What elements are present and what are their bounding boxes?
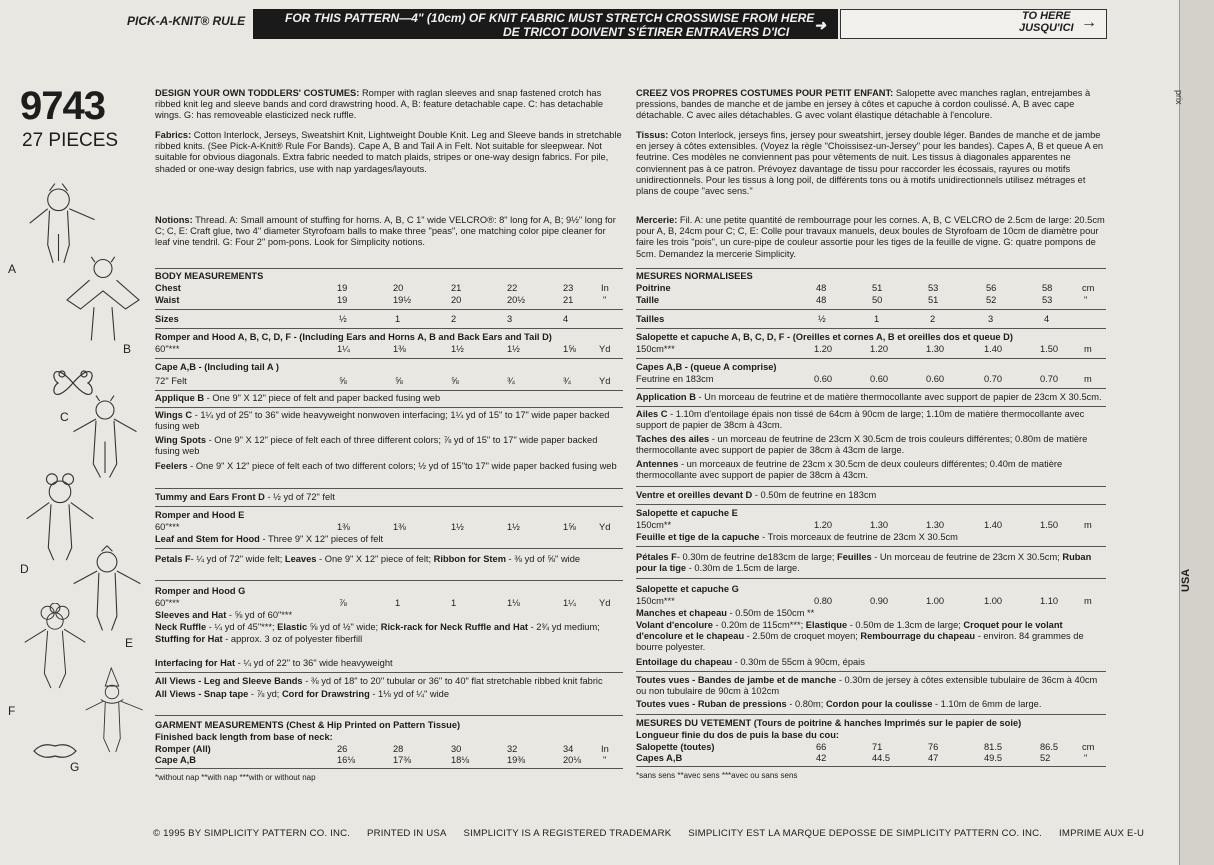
feelers-line: Feelers - One 9" X 12" piece of felt each of two different colors; ½ yd of 15"to 17" wide paper backed fusing web	[155, 461, 617, 471]
view-b-illustration	[58, 255, 148, 345]
view-label-d: D	[20, 562, 29, 576]
ailes-line: Ailes C - 1.10m d'entoilage épais non tissé de 64cm à 90cm de large; 1.10m de matière thermocollante avec support de papier de 38cm à 43cm.	[636, 409, 1085, 431]
applique-line: Applique B - One 9" X 12" piece of felt and paper backed fusing web	[155, 393, 441, 403]
antennes-line: Antennes - un morceaux de feutrine de 23cm x 30.5cm de deux couleurs différentes; 0.40m de matière thermocollante avec support de papier de 38cm à 43cm.	[636, 459, 1063, 481]
creez-paragraph: CREEZ VOS PROPRES COSTUMES POUR PETIT ENFANT: Salopette avec manches raglan, entrejambes à pressions, bandes de manche et de jambe en jersey à côtes et capuche à cordon coulissé. A, B avec cape détachable. C avec ailes détachables. G avec volant élastique détachable à l'encolure.	[636, 88, 1091, 121]
cape-label: Cape A,B - (Including tail A )	[155, 362, 279, 372]
entoilage-line: Entoilage du chapeau - 0.30m de 55cm à 90cm, épais	[636, 657, 865, 667]
mercerie-paragraph: Mercerie: Fil. A: une petite quantité de rembourrage pour les cornes. A, B, C VELCRO de 2.5cm de large: 20.5cm pour A, B, 24cm pour C; C, E: Colle pour travaux manuels, deux boules de Styrofoam de 10cm de diamètre pour faire les trois "pois", un cure-pipe de couleur assortie pour les tiges de la feuille de vigne. G: quatre pompons de 5cm. Demandez la mercerie Simplicity.	[636, 215, 1105, 259]
capes-length-row: Capes A,B 42 44.5 47 49.5 52 "	[636, 753, 1088, 763]
salopette-g-row: 150cm*** 0.80 0.90 1.00 1.00 1.10 m	[636, 596, 1092, 606]
sens-footnote: *sans sens **avec sens ***avec ou sans sens	[636, 771, 798, 780]
tissus-paragraph: Tissus: Coton Interlock, jerseys fins, jersey pour sweatshirt, jersey double léger. Bandes de manche et de jambe en jersey à côtes extensibles. (Voyez la règle "Choissisez-un-Jersey" pour les bandes). Capes A, B et queue A en feutrine. Ces modèles ne conviennent pas pour vêtements de nuit. Les tissus à diagonales apparentes ne conviennent pas à ce patron. Prévoyez davantage de tissu pour raccorder les écossais, rayures ou motifs unidirectionnels. Pour les tissus à long poil, de différents tons ou à motifs unidirectionnels utilisez métrages et plans de coupe "avec sens."	[636, 130, 1104, 197]
view-label-b: B	[123, 342, 132, 356]
view-c-illustration	[60, 392, 150, 482]
trademark-text: SIMPLICITY IS A REGISTERED TRADEMARK	[463, 828, 672, 839]
stretch-line-en: FOR THIS PATTERN—4" (10cm) OF KNIT FABRIC MUST STRETCH CROSSWISE FROM HERE	[285, 11, 815, 25]
arrow-right-icon: →	[1081, 14, 1097, 31]
capes-label: Capes A,B - (queue A comprise)	[636, 362, 777, 372]
salopette-g-label: Salopette et capuche G	[636, 584, 739, 594]
waist-row: Waist 19 19½ 20 20½ 21 "	[155, 295, 607, 305]
tailles-row: Tailles ½ 1 2 3 4	[636, 314, 1050, 324]
cape-row: 72" Felt ⅝ ⅝ ⅝ ¾ ¾ Yd	[155, 376, 611, 386]
all-views-bands-line: All Views - Leg and Sleeve Bands - ⅜ yd of 18" to 20" tubular or 36" to 40" flat stretchable ribbed knit fabric	[155, 676, 603, 686]
manches-chapeau-line: Manches et chapeau - 0.50m de 150cm **	[636, 608, 815, 618]
fabrics-paragraph: Fabrics: Cotton Interlock, Jerseys, Sweatshirt Knit, Lightweight Double Knit. Leg and Sleeve bands in stretchable ribbed knits. (See Pick-A-Knit® Rule For Bands). Cape A, B and Tail A in Felt. Not suitable for sleepwear. Not suitable for obvious diagonals. Extra fabric needed to match plaids, stripes or one-way design fabrics. For pile, shaded or one-way design fabrics, use with nap yardages/layouts.	[155, 130, 622, 174]
snap-tape-line: All Views - Snap tape - ⅞ yd; Cord for Drawstring - 1⅛ yd of ¼" wide	[155, 689, 450, 699]
salopette-abcdf-row: 150cm*** 1.20 1.20 1.30 1.40 1.50 m	[636, 344, 1092, 354]
feuille-tige-line: Feuille et tige de la capuche - Trois morceaux de feutrine de 23cm X 30.5cm	[636, 532, 958, 542]
romper-g-label: Romper and Hood G	[155, 586, 246, 596]
leaf-stem-line: Leaf and Stem for Hood - Three 9" X 12" pieces of felt	[155, 534, 384, 544]
stuffing-line: Stuffing for Hat - approx. 3 oz of polyester fiberfill	[155, 634, 363, 644]
romper-e-row: 60"*** 1⅜ 1⅜ 1½ 1½ 1⅝ Yd	[155, 522, 611, 532]
chest-row: Chest 19 20 21 22 23 In	[155, 283, 609, 293]
capes-row: Feutrine en 183cm 0.60 0.60 0.60 0.70 0.70 m	[636, 374, 1092, 384]
view-label-c: C	[60, 410, 69, 424]
to-here-label: TO HERE JUSQU'ICI	[1019, 10, 1074, 34]
body-measurements-heading: BODY MEASUREMENTS	[155, 271, 264, 281]
salopette-toutes-row: Salopette (toutes) 66 71 76 81.5 86.5 cm	[636, 742, 1095, 752]
petals-line: Petals F- ¼ yd of 72" wide felt; Leaves - One 9" X 12" piece of felt; Ribbon for Stem - ⅜ yd of ⅝" wide	[155, 554, 581, 564]
copyright-footer	[153, 828, 1158, 839]
stretch-line-fr: DE TRICOT DOIVENT S'ÉTIRER ENTRAVERS D'ICI	[503, 25, 790, 39]
mesures-vetement-heading: MESURES DU VETEMENT (Tours de poitrine & hanches Imprimés sur le papier de soie)	[636, 718, 1022, 728]
toutes-vues-bandes-line: Toutes vues - Bandes de jambe et de manche - 0.30m de jersey à côtes extensible tubulaire de 36cm à 40cm ou non tubulaire de 90cm à 102cm	[636, 675, 1098, 697]
wings-line: Wings C - 1¼ yd of 25" to 36" wide heavyweight nonwoven interfacing; 1¼ yd of 15" to 17" wide paper backed fusing web	[155, 410, 610, 432]
pattern-number: 9743	[20, 84, 105, 128]
mesures-normalisees-heading: MESURES NORMALISEES	[636, 271, 753, 281]
view-label-e: E	[125, 636, 134, 650]
romper-e-label: Romper and Hood E	[155, 510, 245, 520]
view-label-a: A	[8, 262, 17, 276]
usa-label: USA	[1180, 568, 1192, 592]
salopette-e-row: 150cm** 1.20 1.30 1.30 1.40 1.50 m	[636, 520, 1092, 530]
pick-a-knit-label: PICK-A-KNIT® RULE	[127, 14, 246, 28]
sizes-row: Sizes ½ 1 2 3 4	[155, 314, 569, 324]
ventre-line: Ventre et oreilles devant D - 0.50m de feutrine en 183cm	[636, 490, 877, 500]
toutes-vues-ruban-line: Toutes vues - Ruban de pressions - 0.80m; Cordon pour la coulisse - 1.10m de 6mm de large.	[636, 699, 1042, 709]
neck-ruffle-line: Neck Ruffle - ¼ yd of 45"***; Elastic ⅝ yd of ½" wide; Rick-rack for Neck Ruffle and Hat - 2¾ yd medium;	[155, 622, 600, 632]
pieces-count: 27 PIECES	[22, 130, 119, 151]
volant-line: Volant d'encolure - 0.20m de 115cm***; Elastique - 0.50m de 1.3cm de large; Croquet pour le volant d'encolure et le chapeau - 2.50m de croquet moyen; Rembourrage du chapeau - environ. 84 grammes de bourre polyester.	[636, 620, 1084, 653]
cape-length-row: Cape A,B 16⅛ 17⅜ 18⅛ 19⅜ 20⅛ "	[155, 755, 607, 765]
arrow-right-icon: ➜	[814, 17, 826, 33]
notions-paragraph: Notions: Thread. A: Small amount of stuffing for horns. A, B, C 1" wide VELCRO®: 8" long for A, B; 9½" long for C; C, E: Craft glue, two 4" diameter Styrofoam balls to make three "peas", one matching color pipe cleaner for leaf vine tendril. G: Four 2" pom-pons. Look for Simplicity notions.	[155, 215, 616, 248]
romper-abcdf-row: 60"*** 1¼ 1⅜ 1½ 1½ 1⅝ Yd	[155, 344, 611, 354]
garment-measurements-heading: GARMENT MEASUREMENTS (Chest & Hip Printed on Pattern Tissue)	[155, 720, 461, 730]
printed-in-text: PRINTED IN USA	[367, 828, 447, 839]
poitrine-row: Poitrine 48 51 53 56 58 cm	[636, 283, 1095, 293]
tummy-line: Tummy and Ears Front D - ½ yd of 72" felt	[155, 492, 335, 502]
salopette-e-label: Salopette et capuche E	[636, 508, 738, 518]
taille-row: Taille 48 50 51 52 53 "	[636, 295, 1088, 305]
view-g-illustration	[70, 665, 160, 755]
pick-a-knit-rule-bar	[0, 0, 1180, 42]
romper-g-row: 60"*** ⅞ 1 1 1⅛ 1¼ Yd	[155, 598, 611, 608]
view-label-g: G	[70, 760, 80, 774]
copyright-text: © 1995 BY SIMPLICITY PATTERN CO. INC.	[153, 828, 351, 839]
to-here-box	[840, 9, 1107, 39]
sleeves-hat-line: Sleeves and Hat - ⅝ yd of 60"***	[155, 610, 293, 620]
petales-line: Pétales F- 0.30m de feutrine de183cm de large; Feuilles - Un morceau de feutrine de 23cm X 30.5cm; Ruban pour la tige - 0.30m de 1.5cm de large.	[636, 552, 1092, 574]
marque-text: SIMPLICITY EST LA MARQUE DEPOSSE DE SIMPLICITY PATTERN CO. INC.	[688, 828, 1043, 839]
finished-length-label: Finished back length from base of neck:	[155, 732, 333, 742]
romper-all-row: Romper (All) 26 28 30 32 34 In	[155, 744, 609, 754]
wing-spots-line: Wing Spots - One 9" X 12" piece of felt each of three different colors; ⅞ yd of 15" to 17" wide paper backed fusing web	[155, 435, 598, 457]
application-line: Application B - Un morceau de feutrine et de matière thermocollante avec support de papier de 23cm X 30.5cm.	[636, 392, 1102, 402]
taches-line: Taches des ailes - un morceau de feutrine de 23cm X 30.5cm de trois couleurs différentes; 0.80m de matière thermocollante avec support de papier de 38cm à 43cm de large.	[636, 434, 1088, 456]
neck-ruffle-illustration	[30, 740, 80, 762]
salopette-abcdf-label: Salopette et capuche A, B, C, D, F - (Oreilles et cornes A, B et oreilles dos et queue D)	[636, 332, 1013, 342]
view-label-f: F	[8, 704, 16, 718]
envelope-edge	[1174, 0, 1214, 865]
price-label: prix	[1174, 90, 1184, 105]
imprime-text: IMPRIME AUX E-U	[1059, 828, 1145, 839]
design-paragraph: DESIGN YOUR OWN TODDLERS' COSTUMES: Romper with raglan sleeves and snap fastened crotch has ribbed knit leg and sleeve bands and cord drawstring hood. A, B: feature detachable cape. C: has detachable wings. G: has removeable elasticized neck ruffle.	[155, 88, 604, 121]
stretch-instruction	[253, 9, 838, 39]
longueur-label: Longueur finie du dos de puis la base du cou:	[636, 730, 839, 740]
nap-footnote: *without nap **with nap ***with or without nap	[155, 773, 316, 782]
interfacing-line: Interfacing for Hat - ¼ yd of 22" to 36" wide heavyweight	[155, 658, 393, 668]
romper-abcdf-label: Romper and Hood A, B, C, D, F - (Including Ears and Horns A, B and Back Ears and Tail D)	[155, 332, 552, 342]
